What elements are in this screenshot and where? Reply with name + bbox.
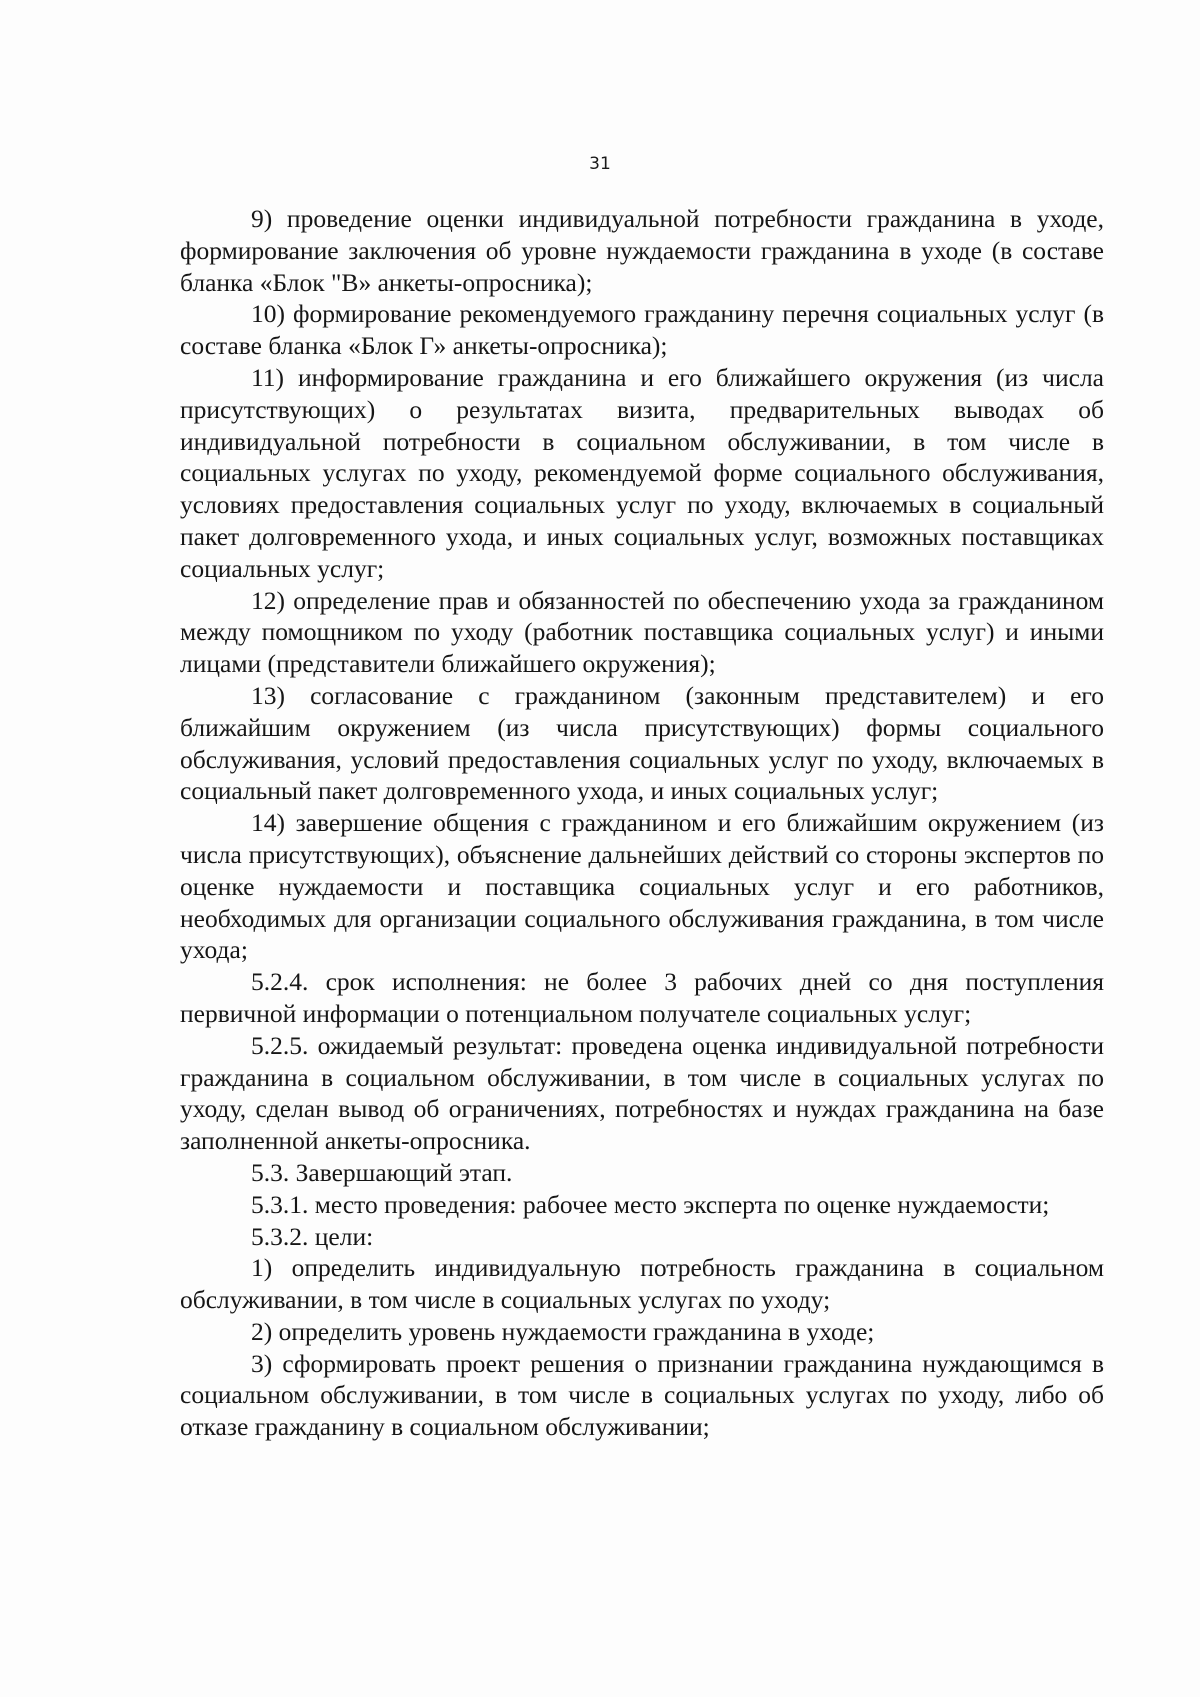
paragraph-5-3: 5.3. Завершающий этап. — [251, 1157, 513, 1187]
paragraph-item-12: 12) определение прав и обязанностей по обеспечению ухода за гражданином между помощником по уходу (работник поставщика социальных услуг) и иными лицами (представители ближайшего окружения); — [180, 585, 1104, 679]
paragraph-5-2-5: 5.2.5. ожидаемый результат: проведена оценка индивидуальной потребности гражданина в социальном обслуживании, в том числе в социальных услугах по уходу, сделан вывод об ограничениях, потребностях и нуждах гражданина на базе заполненной анкеты-опросника. — [180, 1030, 1104, 1156]
paragraph-goal-3: 3) сформировать проект решения о признании гражданина нуждающимся в социальном обслуживании, в том числе в социальных услугах по уходу, либо об отказе гражданину в социальном обслуживании; — [180, 1348, 1104, 1442]
paragraph-goal-1: 1) определить индивидуальную потребность гражданина в социальном обслуживании, в том числе в социальных услугах по уходу; — [180, 1253, 1104, 1315]
document-body — [180, 203, 1104, 1443]
paragraph-goal-2: 2) определить уровень нуждаемости гражданина в уходе; — [251, 1316, 875, 1346]
paragraph-item-9: 9) проведение оценки индивидуальной потребности гражданина в уходе, формирование заключения об уровне нуждаемости гражданина в уходе (в составе бланка «Блок "В» анкеты-опросника); — [180, 204, 1104, 297]
paragraph-5-3-2: 5.3.2. цели: — [251, 1221, 374, 1251]
paragraph-5-2-4: 5.2.4. срок исполнения: не более 3 рабочих дней со дня поступления первичной информации о потенциальном получателе социальных услуг; — [180, 967, 1104, 1028]
paragraph-item-14: 14) завершение общения с гражданином и его ближайшим окружением (из числа присутствующих), объяснение дальнейших действий со стороны экспертов по оценке нуждаемости и поставщика социальных услуг и его работников, необходимых для организации социального обслуживания гражданина, в том числе ухода; — [180, 808, 1104, 965]
paragraph-5-3-1: 5.3.1. место проведения: рабочее место эксперта по оценке нуждаемости; — [251, 1189, 1050, 1219]
page-number: 31 — [589, 154, 611, 174]
paragraph-item-10: 10) формирование рекомендуемого гражданину перечня социальных услуг (в составе бланка «Блок Г» анкеты-опросника); — [180, 299, 1104, 361]
paragraph-item-11: 11) информирование гражданина и его ближайшего окружения (из числа присутствующих) о результатах визита, предварительных выводах об индивидуальной потребности в социальном обслуживании, в том числе в социальных услугах по уходу, рекомендуемой форме социального обслуживания, условиях предоставления социальных услуг по уходу, включаемых в социальный пакет долговременного ухода, и иных социальных услуг, возможных поставщиках социальных услуг; — [180, 362, 1104, 583]
paragraph-item-13: 13) согласование с гражданином (законным представителем) и его ближайшим окружением (из числа присутствующих) формы социального обслуживания, условий предоставления социальных услуг по уходу, включаемых в социальный пакет долговременного ухода, и иных социальных услуг; — [180, 680, 1104, 806]
